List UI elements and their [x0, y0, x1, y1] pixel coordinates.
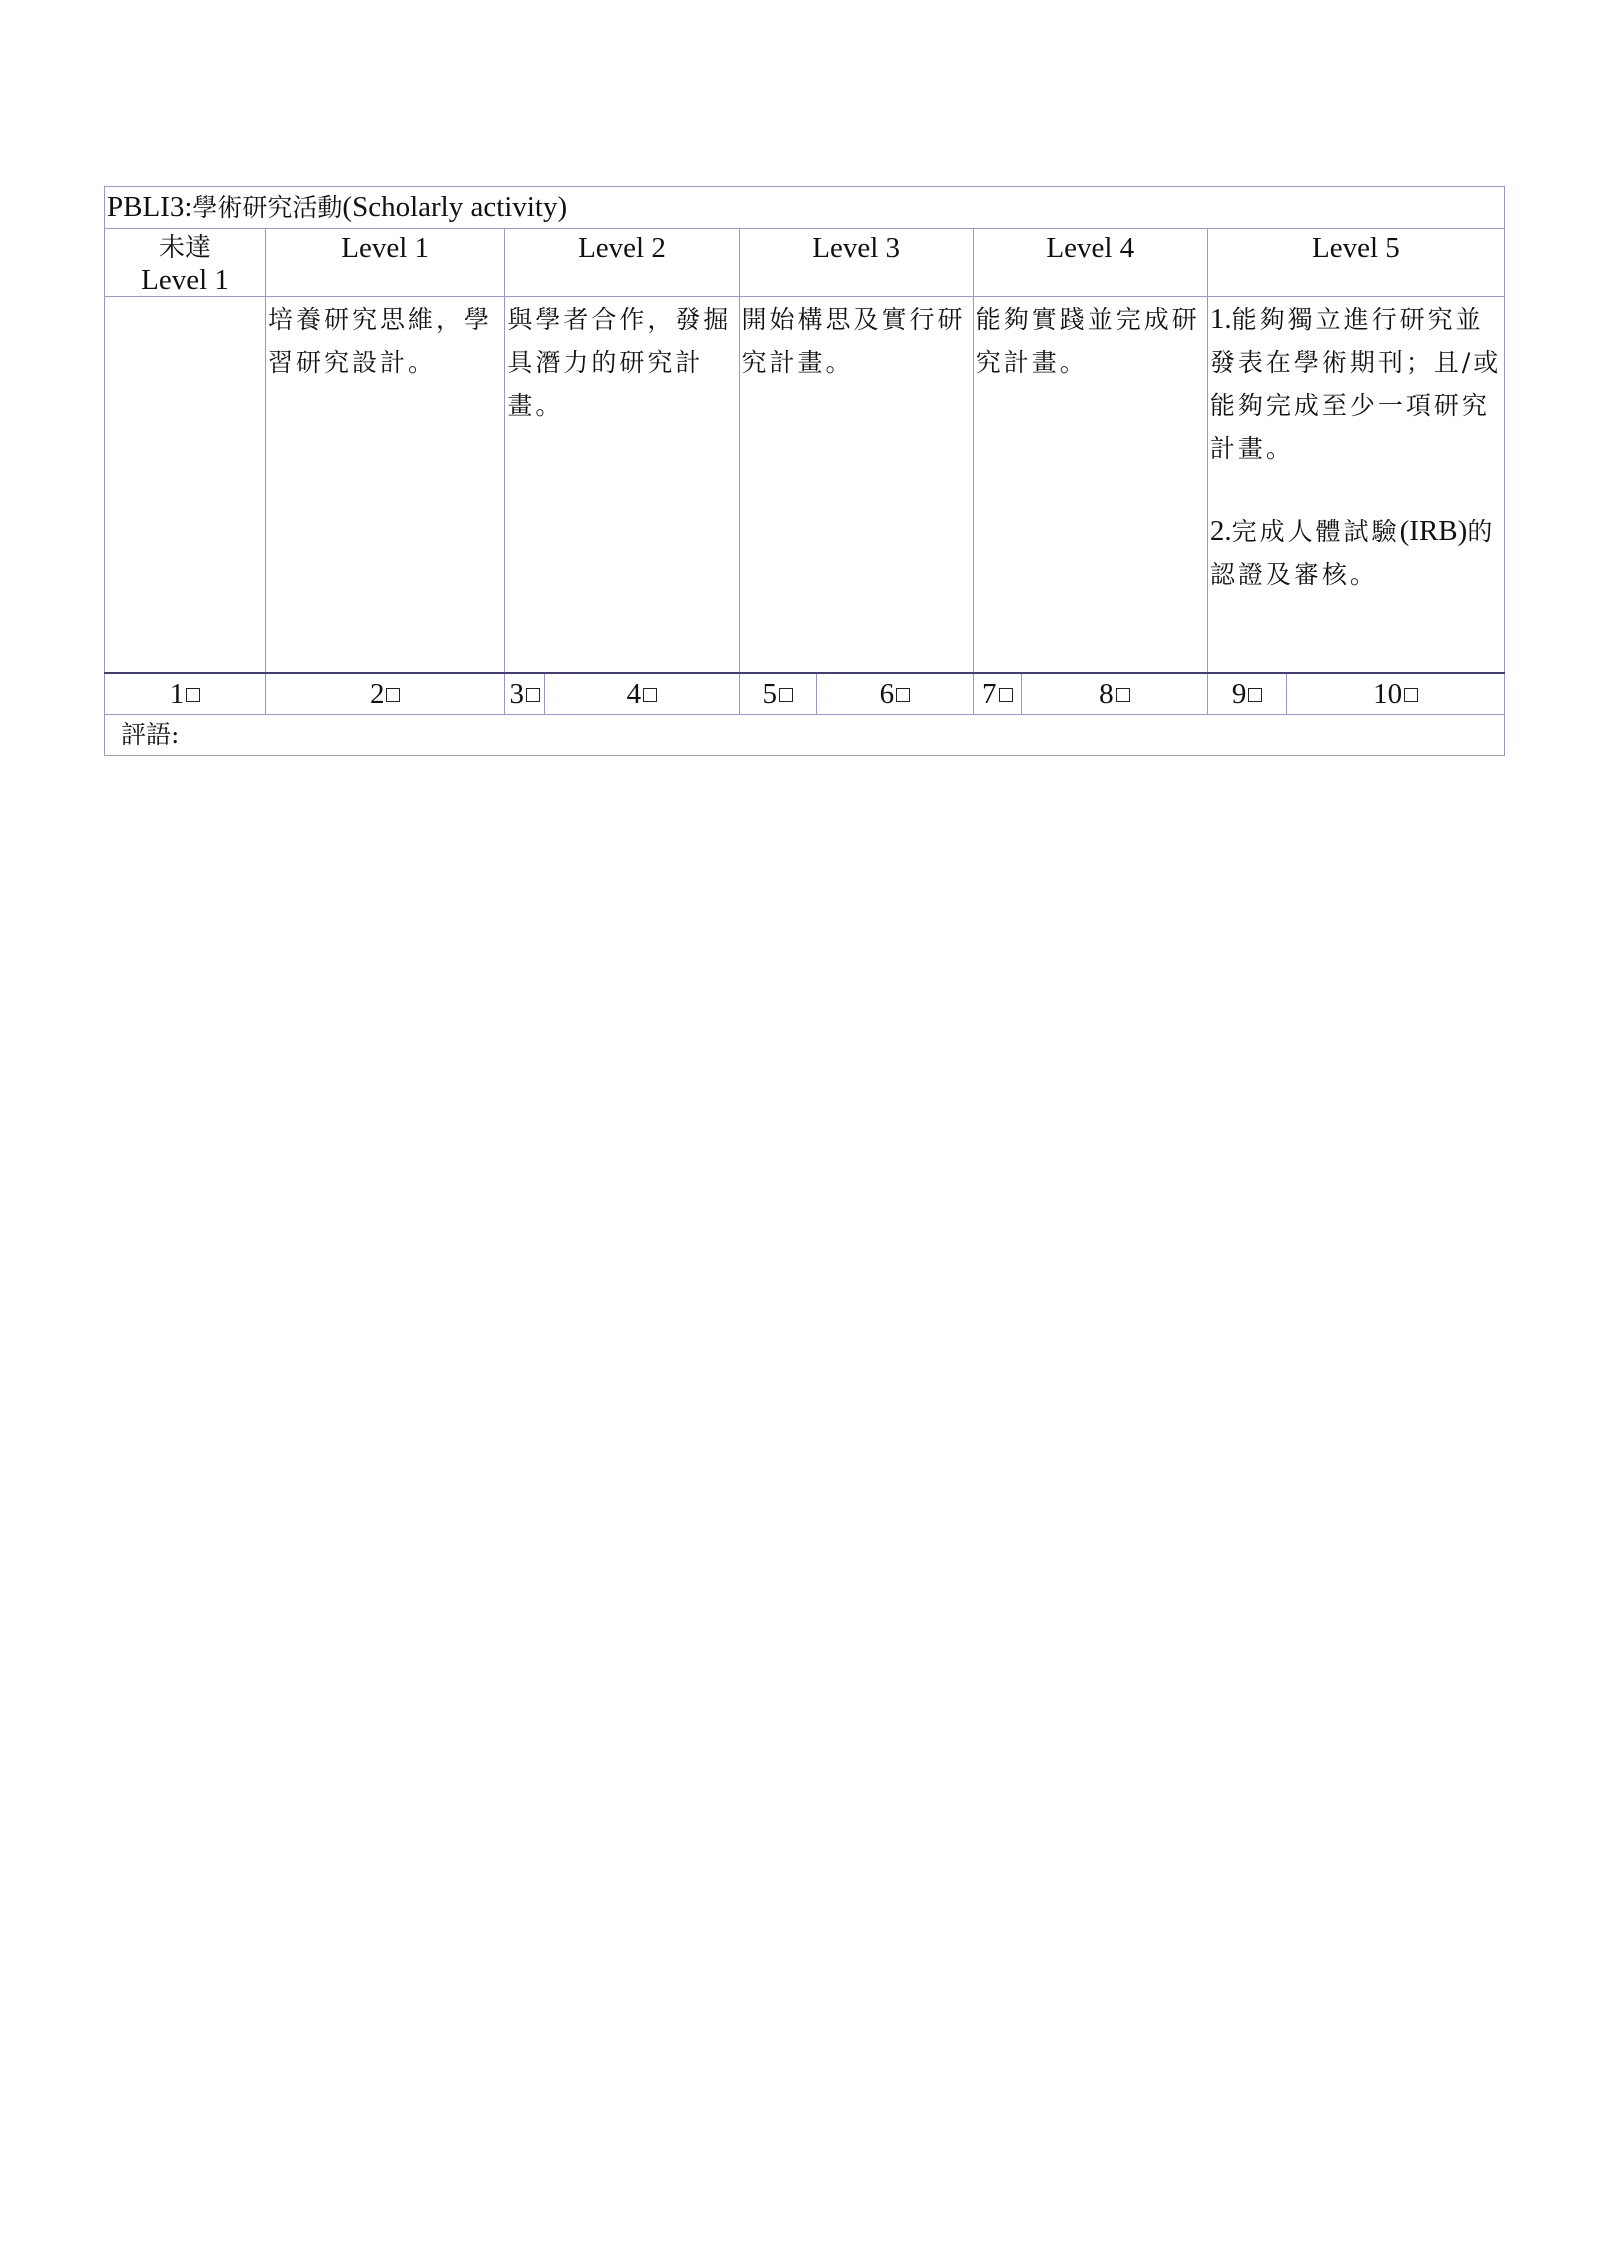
title-code: PBLI3:	[107, 191, 193, 223]
level-header-below-line1: 未達	[158, 233, 211, 263]
score-label: 6	[879, 678, 895, 710]
score-label: 10	[1373, 678, 1403, 710]
score-cell-8[interactable]	[1021, 673, 1207, 715]
score-label: 4	[626, 678, 642, 710]
checkbox-icon[interactable]	[186, 688, 200, 702]
score-cell-5[interactable]	[739, 673, 816, 715]
description-level-2: 與學者合作，發掘具潛力的研究計畫。	[505, 297, 739, 674]
description-level-4: 能夠實踐並完成研究計畫。	[973, 297, 1207, 674]
level-header-3: Level 3	[739, 229, 973, 297]
table-title	[105, 187, 1505, 229]
score-cell-2[interactable]	[265, 673, 504, 715]
checkbox-icon[interactable]	[526, 688, 540, 702]
score-cell-9[interactable]	[1207, 673, 1286, 715]
score-label: 9	[1231, 678, 1247, 710]
level-5-item-2-number: 2.	[1209, 515, 1232, 547]
score-label: 7	[982, 678, 997, 710]
level-header-2: Level 2	[505, 229, 739, 297]
checkbox-icon[interactable]	[779, 688, 793, 702]
level-5-item-2	[1210, 510, 1502, 596]
assessment-table	[104, 186, 1505, 756]
checkbox-icon[interactable]	[1248, 688, 1262, 702]
description-level-3: 開始構思及實行研究計畫。	[739, 297, 973, 674]
checkbox-icon[interactable]	[386, 688, 400, 702]
checkbox-icon[interactable]	[999, 688, 1013, 702]
level-header-1: Level 1	[265, 229, 504, 297]
level-5-item-2-irb: (IRB)	[1399, 515, 1468, 547]
checkbox-icon[interactable]	[1404, 688, 1418, 702]
score-cell-7[interactable]	[973, 673, 1021, 715]
checkbox-icon[interactable]	[1116, 688, 1130, 702]
description-below-level-1	[105, 297, 266, 674]
level-5-item-1-text: 能夠獨立進行研究並發表在學術期刊；且/或能夠完成至少一項研究計畫。	[1209, 305, 1502, 463]
checkbox-icon[interactable]	[643, 688, 657, 702]
checkbox-icon[interactable]	[896, 688, 910, 702]
comment-field[interactable]	[105, 715, 1505, 756]
level-5-item-1-number: 1.	[1209, 303, 1232, 335]
score-label: 8	[1099, 678, 1114, 710]
score-cell-1[interactable]	[105, 673, 266, 715]
level-5-item-2-post: 的認證及審核。	[1209, 517, 1496, 589]
level-header-4: Level 4	[973, 229, 1207, 297]
score-label: 2	[369, 678, 385, 710]
title-english: (Scholarly activity)	[342, 191, 568, 223]
score-cell-6[interactable]	[816, 673, 973, 715]
title-chinese: 學術研究活動	[192, 193, 343, 222]
score-label: 3	[509, 678, 524, 710]
level-header-below-1	[105, 229, 266, 297]
level-header-below-line2: Level 1	[141, 264, 229, 296]
level-5-item-2-pre: 完成人體試驗	[1231, 517, 1400, 546]
score-cell-10[interactable]	[1287, 673, 1505, 715]
score-label: 1	[169, 678, 185, 710]
score-row	[105, 673, 1505, 715]
comment-label: 評語:	[121, 720, 180, 749]
description-level-5	[1207, 297, 1504, 674]
description-level-1: 培養研究思維，學習研究設計。	[265, 297, 504, 674]
score-label: 5	[762, 678, 777, 710]
level-5-spacer	[1210, 470, 1502, 510]
level-header-5: Level 5	[1207, 229, 1504, 297]
score-cell-4[interactable]	[545, 673, 739, 715]
score-cell-3[interactable]	[505, 673, 545, 715]
level-5-item-1	[1210, 298, 1502, 470]
